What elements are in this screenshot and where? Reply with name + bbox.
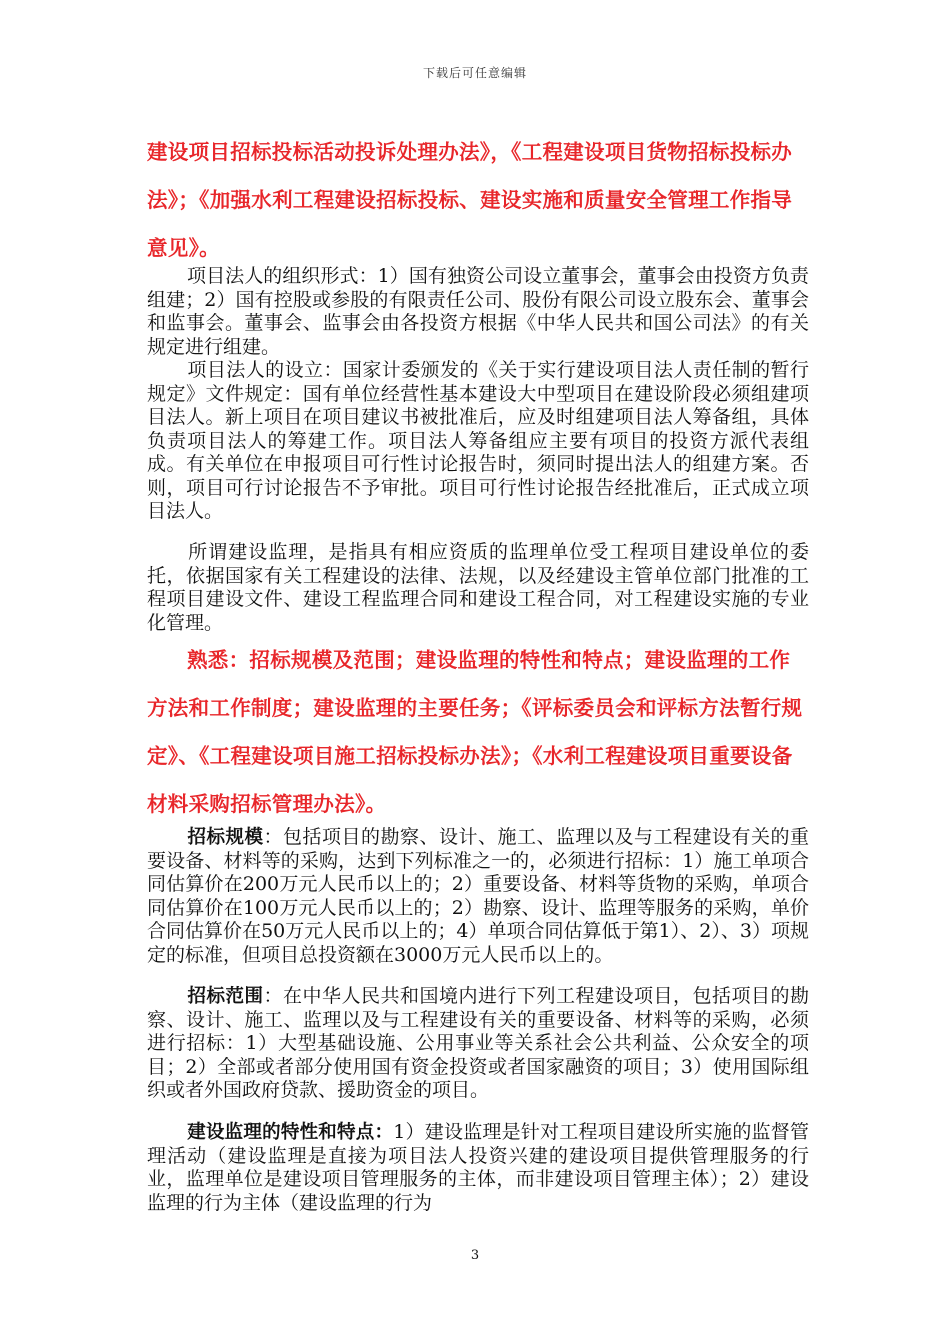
feature-label: 建设监理的特性和特点： (187, 1122, 394, 1143)
paragraph-org-form (147, 265, 809, 359)
paragraph-scope (147, 985, 809, 1103)
paragraph-supervision (147, 541, 809, 635)
paragraph-text: 所谓建设监理，是指具有相应资质的监理单位受工程项目建设单位的委托，依据国家有关工程建设的法律、法规，以及经建设主管单位部门批准的工程项目建设文件、建设工程监理合同和建设工程合同，对工程建设实施的专业化管理。 (147, 541, 809, 634)
paragraph-setup (147, 359, 809, 524)
paragraph-text: 项目法人的组织形式：1）国有独资公司设立董事会，董事会由投资方负责组建；2）国有控股或参股的有限责任公司、股份有限公司设立股东会、董事会和监事会。董事会、监事会由各投资方根据《中华人民共和国公司法》的有关规定进行组建。 (147, 265, 809, 358)
scope-label: 招标范围 (187, 986, 264, 1007)
red-heading-block-2 (147, 636, 807, 828)
scope-text: ：在中华人民共和国境内进行下列工程建设项目，包括项目的勘察、设计、施工、监理以及与工程建设有关的重要设备、材料等的采购，必须进行招标：1）大型基础设施、公用事业等关系社会公共利益、公众安全的项目；2）全部或者部分使用国有资金投资或者国家融资的项目；3）使用国际组织或者外国政府贷款、援助资金的项目。 (147, 985, 809, 1101)
header-note: 下载后可任意编辑 (422, 66, 527, 80)
scale-text: ：包括项目的勘察、设计、施工、监理以及与工程建设有关的重要设备、材料等的采购，达到下列标准之一的，必须进行招标：1）施工单项合同估算价在200万元人民币以上的；2）重要设备、材料等货物的采购，单项合同估算价在100万元人民币以上的；2）勘察、设计、监理等服务的采购，单价合同估算价在50万元人民币以上的；4）单项合同估算低于第1）、2）、3）项规定的标准，但项目总投资额在3000万元人民币以上的。 (147, 826, 809, 966)
paragraph-features (147, 1121, 809, 1215)
paragraph-scale (147, 826, 809, 967)
paragraph-text: 项目法人的设立：国家计委颁发的《关于实行建设项目法人责任制的暂行规定》文件规定：国有单位经营性基本建设大中型项目在建设阶段必须组建项目法人。新上项目在项目建议书被批准后，应及时组建项目法人筹备组，具体负责项目法人的筹建工作。项目法人筹备组应主要有项目的投资方派代表组成。有关单位在申报项目可行性讨论报告时，须同时提出法人的组建方案。否则，项目可行讨论报告不予审批。项目可行性讨论报告经批准后，正式成立项目法人。 (147, 359, 809, 522)
red-heading-block-1: 建设项目招标投标活动投诉处理办法》，《工程建设项目货物招标投标办法》；《加强水利工程建设招标投标、建设实施和质量安全管理工作指导意见》。 (147, 140, 793, 260)
feature-text: 1）建设监理是针对工程项目建设所实施的监督管理活动（建设监理是直接为项目法人投资兴建的建设项目提供管理服务的行业，监理单位是建设项目管理服务的主体，而非建设项目管理主体）；2）建设监理的行为主体（建设监理的行为 (147, 1121, 809, 1214)
scale-label: 招标规模 (187, 827, 264, 848)
red-heading-text: 熟悉：招标规模及范围；建设监理的特性和特点；建设监理的工作方法和工作制度；建设监理的主要任务；《评标委员会和评标方法暂行规定》、《工程建设项目施工招标投标办法》；《水利工程建设项目重要设备材料采购招标管理办法》。 (147, 648, 803, 816)
page-number: 3 (470, 1248, 480, 1263)
